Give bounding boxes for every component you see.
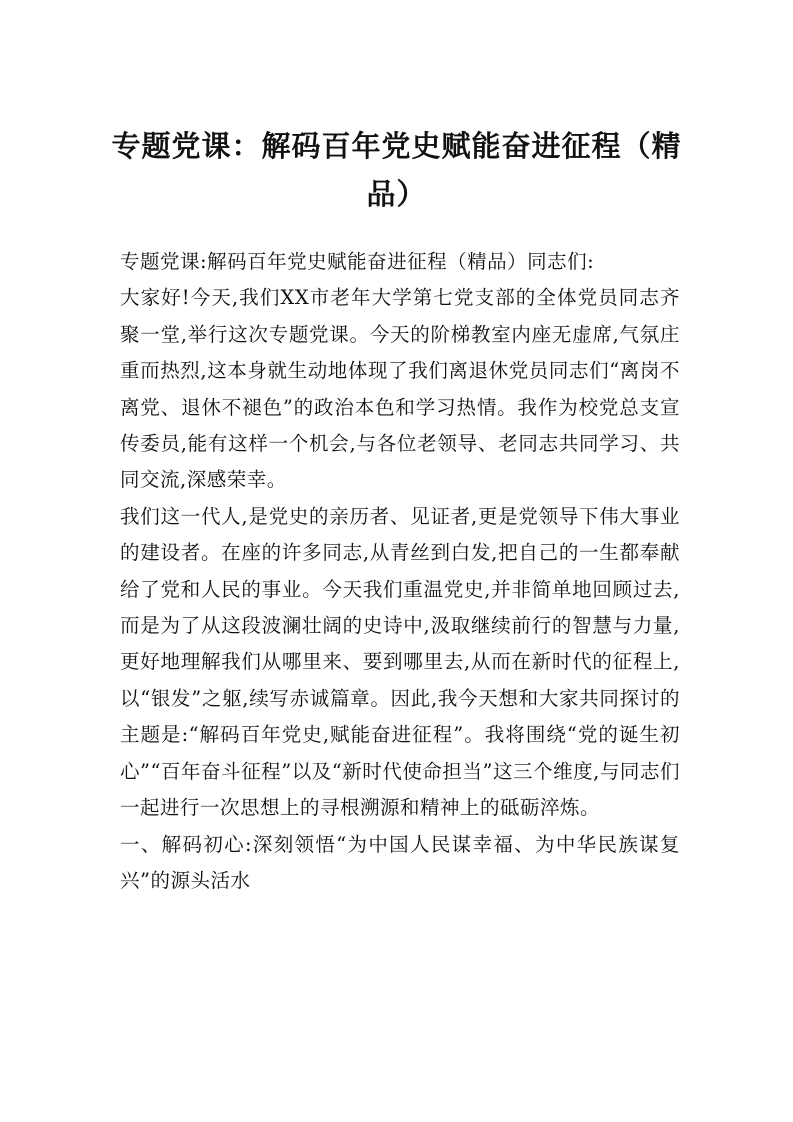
paragraph-greeting: 专题党课:解码百年党史赋能奋进征程（精品）同志们: [120,250,595,273]
document-title: 专题党课：解码百年党史赋能奋进征程（精品） [111,129,682,211]
section-heading-1: 一、解码初心:深刻领悟“为中国人民谋幸福、为中华民族谋复兴”的源头活水 [120,832,680,892]
paragraph-theme: 我们这一代人,是党史的亲历者、见证者,更是党领导下伟大事业的建设者。在座的许多同志,从青丝到白发,把自己的一生都奉献给了党和人民的事业。今天我们重温党史,并非简单地回顾过去,而是为了从这段波澜壮阔的史诗中,汲取继续前行的智慧与力量,更好地理解我们从哪里来、要到哪里去,从而在新时代的征程上,以“银发”之躯,续写赤诚篇章。因此,我今天想和大家共同探讨的主题是:“解码百年党史,赋能奋进征程”。我将围绕“党的诞生初心”“百年奋斗征程”以及“新时代使命担当”这三个维度,与同志们一起进行一次思想上的寻根溯源和精神上的砥砺淬炼。 [120,504,680,820]
paragraph-opening: 大家好!今天,我们XX市老年大学第七党支部的全体党员同志齐聚一堂,举行这次专题党课。今天的阶梯教室内座无虚席,气氛庄重而热烈,这本身就生动地体现了我们离退休党员同志们“离岗不离党、退休不褪色”的政治本色和学习热情。我作为校党总支宣传委员,能有这样一个机会,与各位老领导、老同志共同学习、共同交流,深感荣幸。 [120,286,680,492]
document-body [120,244,680,899]
